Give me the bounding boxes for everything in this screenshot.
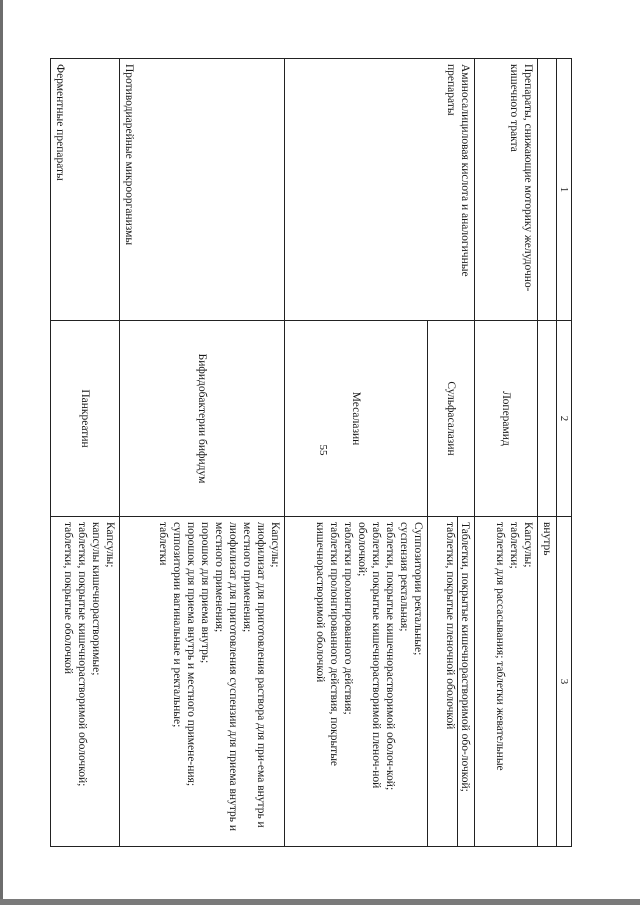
form-item: суспензия ректальная; <box>398 522 410 632</box>
scan-edge-bottom <box>0 899 640 905</box>
substance-cell: Месалазин <box>285 321 428 517</box>
form-item: таблетки пролонгированного действия, покрытые кишечнорастворимой оболочкой <box>314 522 340 767</box>
forms-cell <box>120 517 285 847</box>
header-col-3: 3 <box>557 517 572 847</box>
forms-cell <box>285 517 428 847</box>
group-cell: Ферментные препараты <box>51 59 120 321</box>
forms-cell <box>428 517 475 847</box>
scan-edge-left <box>0 0 3 905</box>
form-item: лиофилизат для приготовления суспензии для приема внутрь и местного применения; <box>213 522 239 832</box>
substance-cell: Бифидобактерии бифидум <box>120 321 285 517</box>
substance-cell: Сульфасалазин <box>428 321 475 517</box>
table-row <box>428 59 475 847</box>
drug-table <box>50 58 572 847</box>
group-cell: Препараты, снижающие моторику желудочно-кишечного тракта <box>475 59 538 321</box>
form-item: таблетки для рассасывания; таблетки жевательные <box>494 522 506 771</box>
substance-cell: Лоперамид <box>475 321 538 517</box>
form-item: Капсулы; <box>104 522 116 568</box>
table-row <box>51 59 120 847</box>
forms-cell <box>538 517 557 847</box>
form-item: суппозитории вагинальные и ректальные; <box>171 522 183 728</box>
form-item: Капсулы; <box>269 522 281 568</box>
form-item: Суппозитории ректальные; <box>412 522 424 656</box>
header-col-1: 1 <box>557 59 572 321</box>
form-item: Таблетки, покрытые кишечнорастворимой обо-лочкой; <box>459 522 471 792</box>
form-item: Капсулы; <box>522 522 534 568</box>
substance-cell: Панкреатин <box>51 321 120 517</box>
page-number: 55 <box>317 444 329 456</box>
form-item: таблетки; <box>508 522 520 569</box>
table-row <box>475 59 538 847</box>
forms-cell <box>51 517 120 847</box>
form-item: таблетки, покрытые кишечнорастворимой оболочкой; <box>76 522 88 787</box>
table-row <box>538 59 557 847</box>
forms-cell <box>475 517 538 847</box>
group-cell: Противодиарейные микроорганизмы <box>120 59 285 321</box>
table-row <box>120 59 285 847</box>
form-item: таблетки <box>157 522 169 566</box>
form-item: капсулы кишечнорастворимые; <box>90 522 102 676</box>
form-item: лиофилизат для приготовления раствора для при-ема внутрь и местного применения; <box>241 522 267 828</box>
rotated-page <box>54 58 572 846</box>
form-item: порошок для приема внутрь; <box>199 522 211 664</box>
header-col-2: 2 <box>557 321 572 517</box>
group-cell <box>538 59 557 321</box>
form-item: таблетки пролонгированного действия; <box>342 522 354 715</box>
header-row <box>557 59 572 847</box>
form-item: таблетки, покрытые оболочкой <box>62 522 74 674</box>
form-item: таблетки, покрытые пленочной оболочкой <box>443 517 458 846</box>
substance-cell <box>538 321 557 517</box>
form-item: таблетки, покрытые кишечнорастворимой пленоч-ной оболочкой; <box>356 522 382 789</box>
form-item: порошок для приема внутрь и местного примене-ния; <box>185 522 197 787</box>
form-item: внутрь <box>541 522 553 556</box>
group-cell: Аминосалициловая кислота и аналогичные препараты <box>285 59 475 321</box>
form-item: таблетки, покрытые кишечнорастворимой оболоч-кой; <box>384 522 396 791</box>
